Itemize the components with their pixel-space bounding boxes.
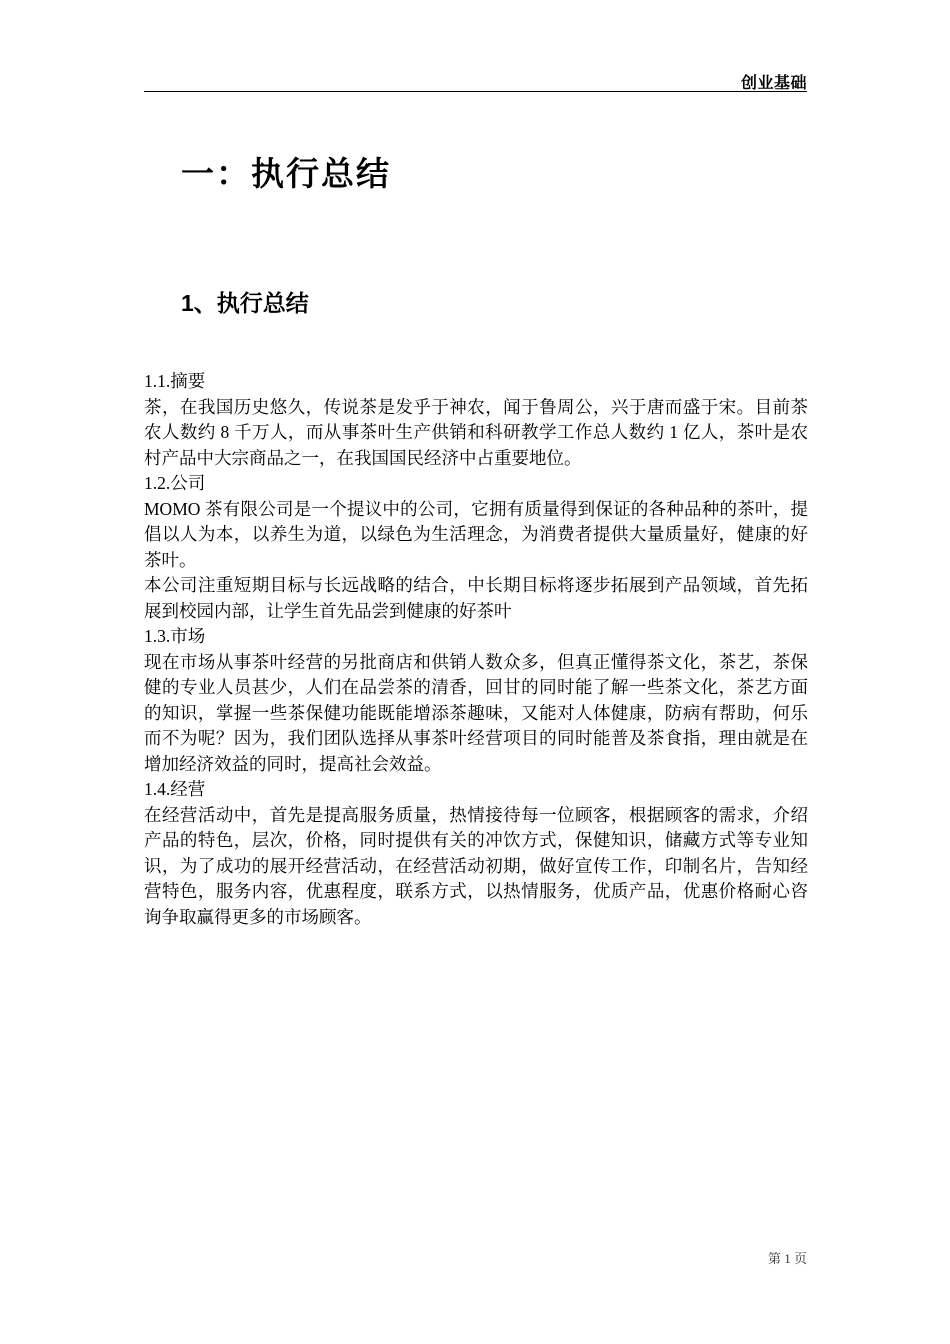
page-number: 第 1 页 (767, 1251, 807, 1266)
paragraph-company-2: 本公司注重短期目标与长远战略的结合，中长期目标将逐步拓展到产品领域，首先拓展到校园内部，让学生首先品尝到健康的好茶叶 (144, 575, 808, 621)
section-heading: 1、执行总结 (181, 290, 309, 316)
paragraph-market: 现在市场从事茶叶经营的另批商店和供销人数众多，但真正懂得茶文化，茶艺，茶保健的专业人员甚少，人们在品尝茶的清香，回甘的同时能了解一些茶文化，茶艺方面的知识，掌握一些茶保健功能既能增添茶趣味，又能对人体健康，防病有帮助，何乐而不为呢？因为，我们团队选择从事茶叶经营项目的同时能普及茶食指，理由就是在增加经济效益的同时，提高社会效益。 (144, 651, 808, 774)
paragraph-company-1: MOMO 茶有限公司是一个提议中的公司，它拥有质量得到保证的各种品种的茶叶，提倡以人为本，以养生为道，以绿色为生活理念，为消费者提供大量质量好，健康的好茶叶。 (144, 498, 808, 570)
paragraph-summary: 茶，在我国历史悠久，传说茶是发乎于神农，闻于鲁周公，兴于唐而盛于宋。目前茶农人数约 8 千万人，而从事茶叶生产供销和科研教学工作总人数约 1 亿人，茶叶是农村产品中大宗商品之一，在我国国民经济中占重要地位。 (144, 396, 808, 468)
document-body (144, 369, 808, 930)
subsection-title-company: 1.2.公司 (144, 473, 206, 493)
chapter-heading: 一：执行总结 (181, 155, 391, 192)
subsection-title-summary: 1.1.摘要 (144, 371, 206, 391)
page-header-title: 创业基础 (740, 75, 807, 92)
header-divider (144, 91, 807, 92)
subsection-title-operations: 1.4.经营 (144, 779, 206, 799)
subsection-title-market: 1.3.市场 (144, 626, 206, 646)
paragraph-operations: 在经营活动中，首先是提高服务质量，热情接待每一位顾客，根据顾客的需求，介绍产品的特色，层次，价格，同时提供有关的冲饮方式，保健知识，储藏方式等专业知识，为了成功的展开经营活动，在经营活动初期，做好宣传工作，印制名片，告知经营特色，服务内容，优惠程度，联系方式，以热情服务，优质产品，优惠价格耐心咨询争取赢得更多的市场顾客。 (144, 804, 808, 927)
